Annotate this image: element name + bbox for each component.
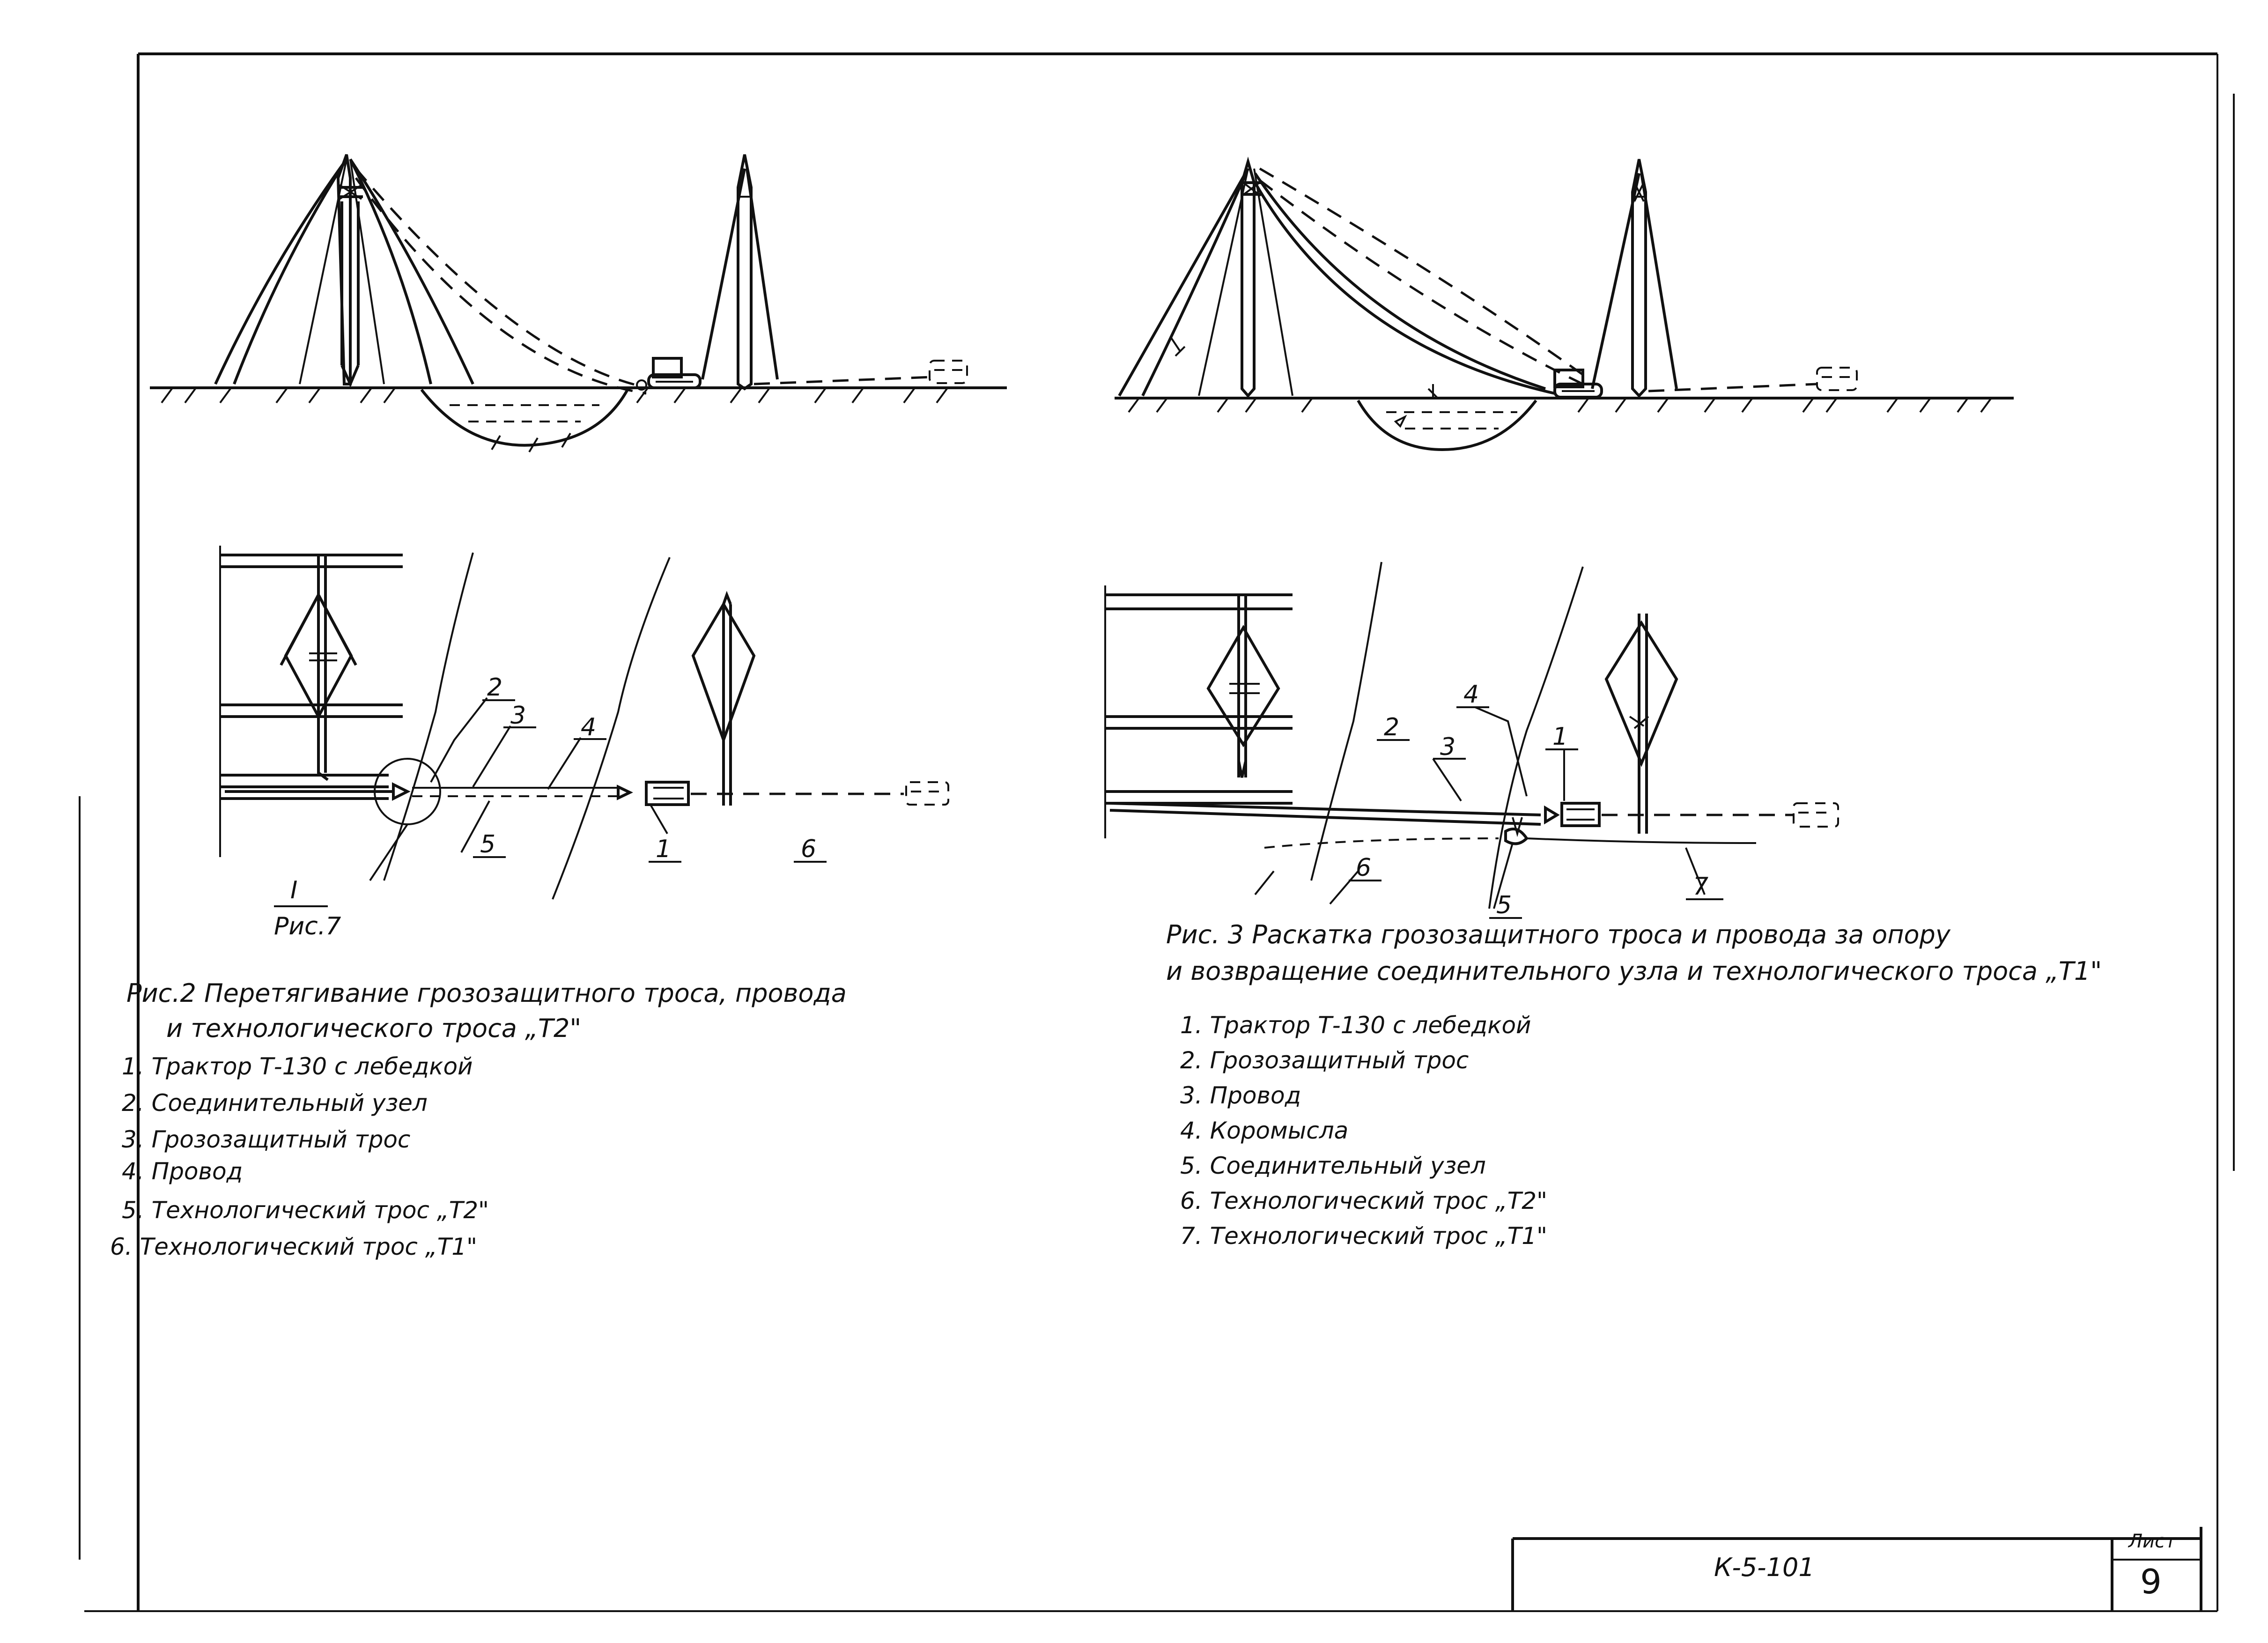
fig3-water-body <box>1358 400 1536 450</box>
fig3-label-5: 5 <box>1496 891 1512 919</box>
fig2-dashed-sag-2 <box>356 178 646 393</box>
fig2-label-5: 5 <box>480 830 496 859</box>
fig2-legend-item-4: 4. Провод <box>122 1158 243 1185</box>
fig2-label-3: 3 <box>510 702 526 730</box>
fig2-plan-tower-left <box>281 555 356 780</box>
fig3-label-4: 4 <box>1463 681 1479 709</box>
fig2-plan-tractor-far <box>906 782 948 805</box>
fig2-tractor-elevation <box>637 358 700 390</box>
fig3-label-6: 6 <box>1356 854 1372 882</box>
fig2-label-6: 6 <box>801 835 817 863</box>
fig2-tower-left <box>215 155 473 384</box>
fig2-water-body <box>421 390 628 445</box>
fig3-beam-node <box>1545 808 1557 822</box>
fig3-legend-item-7: 7. Технологический трос „Т1" <box>1180 1222 1548 1250</box>
title-block <box>1513 1527 2201 1611</box>
fig2-connection-node <box>393 784 407 799</box>
sheet-number: 9 <box>2140 1562 2162 1601</box>
fig2-tower-right <box>702 155 777 389</box>
fig3-label-2: 2 <box>1384 713 1400 741</box>
fig3-label-1: 1 <box>1552 723 1568 751</box>
fig3-plan-tractor-far <box>1794 803 1838 827</box>
fig2-label-1: 1 <box>656 835 672 863</box>
fig2-tractor-far <box>930 361 967 383</box>
fig2-river-right <box>553 557 670 899</box>
fig3-tower-right <box>1592 159 1677 396</box>
fig2-legend-item-1: 1. Трактор Т-130 с лебедкой <box>122 1053 473 1080</box>
fig3-label-3: 3 <box>1440 733 1456 761</box>
fig2-caption-title-line1: Рис.2 Перетягивание грозозащитного троса, провода <box>126 978 847 1008</box>
fig3-tractor-far <box>1817 368 1857 390</box>
fig3-elevation <box>1115 159 2014 450</box>
fig3-legend-item-3: 3. Провод <box>1180 1082 1301 1109</box>
fig2-plan-tower-right <box>693 595 754 806</box>
fig2-callout-numeral: I <box>290 876 298 904</box>
fig2-legend-item-3: 3. Грозозащитный трос <box>122 1126 411 1153</box>
fig3-label-7: 7 <box>1693 873 1709 901</box>
fig2-elevation <box>150 155 1007 452</box>
fig2-label-4: 4 <box>581 713 597 741</box>
sheet-label: Лист <box>2128 1531 2176 1552</box>
fig3-legend-item-2: 2. Грозозащитный трос <box>1180 1047 1469 1074</box>
fig3-tower-left <box>1119 162 1555 396</box>
fig2-legend-item-2: 2. Соединительный узел <box>122 1089 428 1117</box>
document-code: К-5-101 <box>1714 1553 1815 1582</box>
fig3-plan <box>1105 562 1838 919</box>
fig2-legend-item-5: 5. Технологический трос „Т2" <box>122 1197 489 1224</box>
fig2-plan-tractor <box>646 782 688 805</box>
fig3-legend-item-4: 4. Коромысла <box>1180 1117 1349 1144</box>
fig3-caption-title-line1: Рис. 3 Раскатка грозозащитного троса и провода за опору <box>1166 920 1950 949</box>
fig3-legend-item-1: 1. Трактор Т-130 с лебедкой <box>1180 1012 1531 1039</box>
fig2-legend-item-6: 6. Технологический трос „Т1" <box>110 1233 478 1260</box>
fig3-river-right <box>1489 567 1583 909</box>
fig3-caption-title-line2: и возвращение соединительного узла и технологического троса „Т1" <box>1166 956 2102 986</box>
fig3-plan-tower-left <box>1208 595 1278 777</box>
fig2-dashed-sag-1 <box>356 169 642 386</box>
fig3-river-left <box>1311 562 1381 881</box>
fig2-caption-title-line2: и технологического троса „Т2" <box>166 1014 582 1043</box>
fig3-legend-item-5: 5. Соединительный узел <box>1180 1152 1486 1179</box>
fig3-legend-item-6: 6. Технологический трос „Т2" <box>1180 1187 1548 1214</box>
fig2-label-2: 2 <box>487 673 503 702</box>
fig3-plan-tower-right <box>1606 614 1677 834</box>
fig3-plan-tractor <box>1562 803 1599 826</box>
fig2-callout-ref: Рис.7 <box>274 912 341 940</box>
fig2-plan <box>220 546 948 940</box>
fig3-dashed-sag-2 <box>1260 180 1583 384</box>
